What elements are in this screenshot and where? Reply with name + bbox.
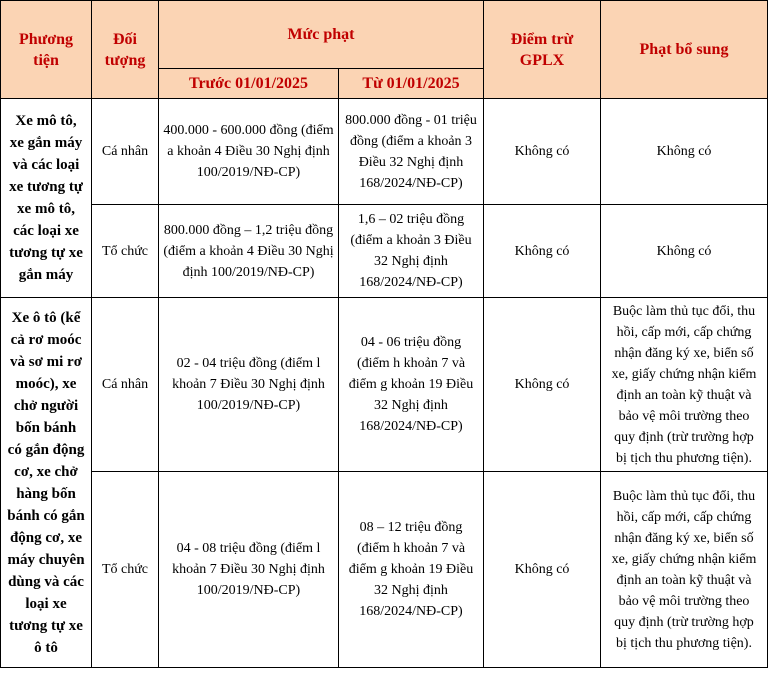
header-vehicle: Phương tiện: [1, 1, 92, 99]
subject-cell: Cá nhân: [92, 99, 159, 205]
fine-from-cell: 800.000 đồng - 01 triệu đồng (điểm a khoản 3 Điều 32 Nghị định 168/2024/NĐ-CP): [339, 99, 484, 205]
vehicle-group-car: Xe ô tô (kể cả rơ moóc và sơ mi rơ moóc), xe chở người bốn bánh có gắn động cơ, xe chở hàng bốn bánh có gắn động cơ, xe máy chuyên dùng và các loại xe tương tự xe ô tô: [1, 298, 92, 668]
points-cell: Không có: [484, 99, 601, 205]
header-points: Điểm trừ GPLX: [484, 1, 601, 99]
additional-cell: Không có: [601, 205, 768, 298]
additional-cell: Không có: [601, 99, 768, 205]
header-from: Từ 01/01/2025: [339, 69, 484, 99]
fine-from-cell: 04 - 06 triệu đồng (điểm h khoản 7 và điểm g khoản 19 Điều 32 Nghị định 168/2024/NĐ-CP): [339, 298, 484, 472]
additional-cell: Buộc làm thủ tục đổi, thu hồi, cấp mới, cấp chứng nhận đăng ký xe, biển số xe, giấy chứng nhận kiểm định an toàn kỹ thuật và bảo vệ môi trường theo quy định (trừ trường hợp bị tịch thu phương tiện).: [601, 298, 768, 472]
header-fine: Mức phạt: [159, 1, 484, 69]
header-before: Trước 01/01/2025: [159, 69, 339, 99]
subject-cell: Tổ chức: [92, 472, 159, 668]
additional-cell: Buộc làm thủ tục đổi, thu hồi, cấp mới, cấp chứng nhận đăng ký xe, biển số xe, giấy chứng nhận kiểm định an toàn kỹ thuật và bảo vệ môi trường theo quy định (trừ trường hợp bị tịch thu phương tiện).: [601, 472, 768, 668]
subject-cell: Tổ chức: [92, 205, 159, 298]
header-subject: Đối tượng: [92, 1, 159, 99]
fine-from-cell: 08 – 12 triệu đồng (điểm h khoản 7 và điểm g khoản 19 Điều 32 Nghị định 168/2024/NĐ-CP): [339, 472, 484, 668]
fine-before-cell: 800.000 đồng – 1,2 triệu đồng (điểm a khoản 4 Điều 30 Nghị định 100/2019/NĐ-CP): [159, 205, 339, 298]
subject-cell: Cá nhân: [92, 298, 159, 472]
points-cell: Không có: [484, 205, 601, 298]
fine-from-cell: 1,6 – 02 triệu đồng (điểm a khoản 3 Điều 32 Nghị định 168/2024/NĐ-CP): [339, 205, 484, 298]
fine-before-cell: 02 - 04 triệu đồng (điểm l khoản 7 Điều 30 Nghị định 100/2019/NĐ-CP): [159, 298, 339, 472]
vehicle-group-motorbike: Xe mô tô, xe gắn máy và các loại xe tương tự xe mô tô, các loại xe tương tự xe gắn máy: [1, 99, 92, 298]
points-cell: Không có: [484, 298, 601, 472]
fine-before-cell: 04 - 08 triệu đồng (điểm l khoản 7 Điều 30 Nghị định 100/2019/NĐ-CP): [159, 472, 339, 668]
fine-before-cell: 400.000 - 600.000 đồng (điểm a khoản 4 Điều 30 Nghị định 100/2019/NĐ-CP): [159, 99, 339, 205]
points-cell: Không có: [484, 472, 601, 668]
header-additional: Phạt bổ sung: [601, 1, 768, 99]
